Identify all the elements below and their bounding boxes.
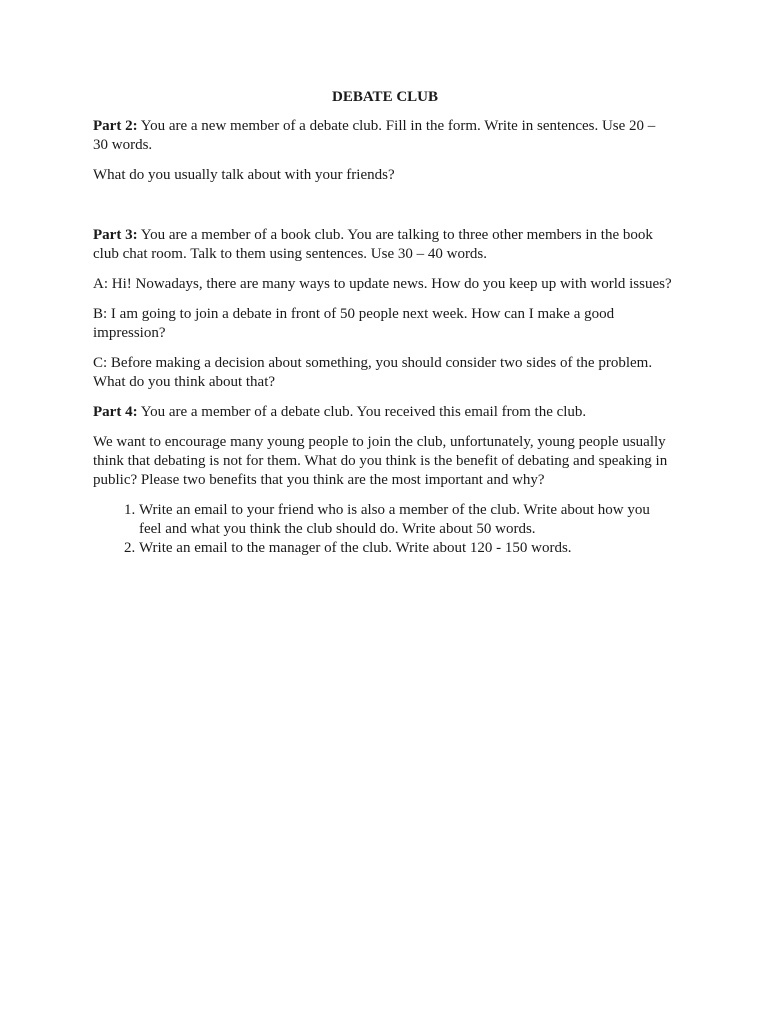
part3-line-c: C: Before making a decision about something, you should consider two sides of the problem. What do you think about that? (93, 355, 653, 390)
part3-instructions (93, 226, 673, 264)
document-title: DEBATE CLUB (332, 89, 438, 105)
document-page (93, 88, 673, 558)
part2-label: Part 2: (93, 118, 138, 134)
task-list (93, 501, 673, 558)
part3-line-b: B: I am going to join a debate in front of 50 people next week. How can I make a good impression? (93, 306, 615, 341)
task-item-2: 2. Write an email to the manager of the club. Write about 120 - 150 words. (139, 539, 673, 558)
spacer (93, 196, 673, 226)
part4-email: We want to encourage many young people to join the club, unfortunately, young people usually think that debating is not for them. What do you think is the benefit of debating and speaking in public? Please two benefits that you think are the most important and why? (93, 434, 668, 488)
part3-line-a: A: Hi! Nowadays, there are many ways to update news. How do you keep up with world issues? (93, 276, 672, 292)
part4-text: You are a member of a debate club. You received this email from the club. (137, 404, 587, 420)
part2-instructions (93, 117, 673, 155)
part3-text: You are a member of a book club. You are talking to three other members in the book club chat room. Talk to them using sentences. Use 30 – 40 words. (93, 227, 653, 262)
part4-label: Part 4: (93, 404, 138, 420)
part4-instructions (93, 403, 673, 422)
task-item-1: 1. Write an email to your friend who is also a member of the club. Write about how you feel and what you think the club should do. Write about 50 words. (139, 501, 673, 539)
part2-question: What do you usually talk about with your friends? (93, 167, 395, 183)
part2-text: You are a new member of a debate club. Fill in the form. Write in sentences. Use 20 – 30 words. (93, 118, 656, 153)
part3-label: Part 3: (93, 227, 138, 243)
